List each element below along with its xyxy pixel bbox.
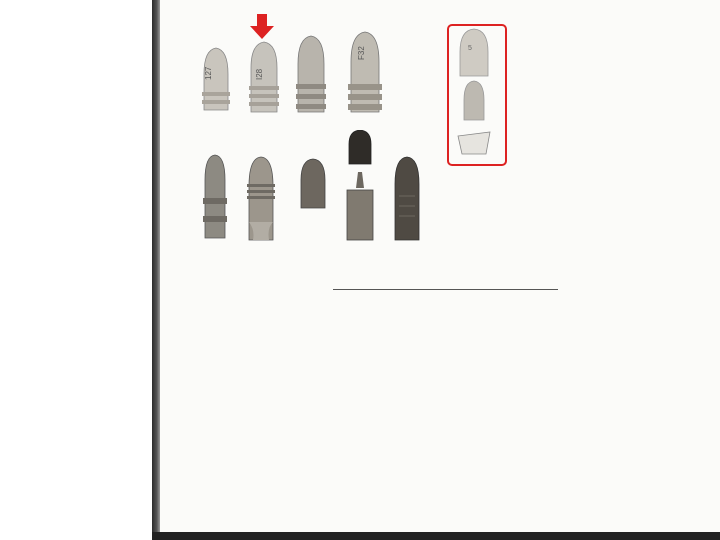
page-binding-edge (152, 0, 160, 540)
svg-text:5: 5 (468, 45, 472, 52)
left-margin (0, 0, 152, 540)
bullet-528-image (391, 156, 423, 244)
bullet-527-image (344, 130, 376, 244)
highlight-box-523 (447, 24, 507, 166)
svg-text:F32: F32 (357, 46, 366, 60)
bottom-edge (152, 532, 720, 540)
svg-text:I28: I28 (255, 68, 264, 80)
svg-text:127: 127 (204, 66, 213, 80)
bullet-520-image (244, 40, 284, 116)
bullet-524-image (200, 154, 230, 242)
bullet-522-image (344, 30, 386, 116)
bullet-526-image (298, 158, 328, 212)
red-arrow-icon (249, 14, 275, 40)
bullet-519-image (196, 44, 236, 116)
bullet-525-image (245, 156, 277, 244)
header-rule (333, 289, 558, 290)
bullet-521-image (290, 34, 332, 116)
